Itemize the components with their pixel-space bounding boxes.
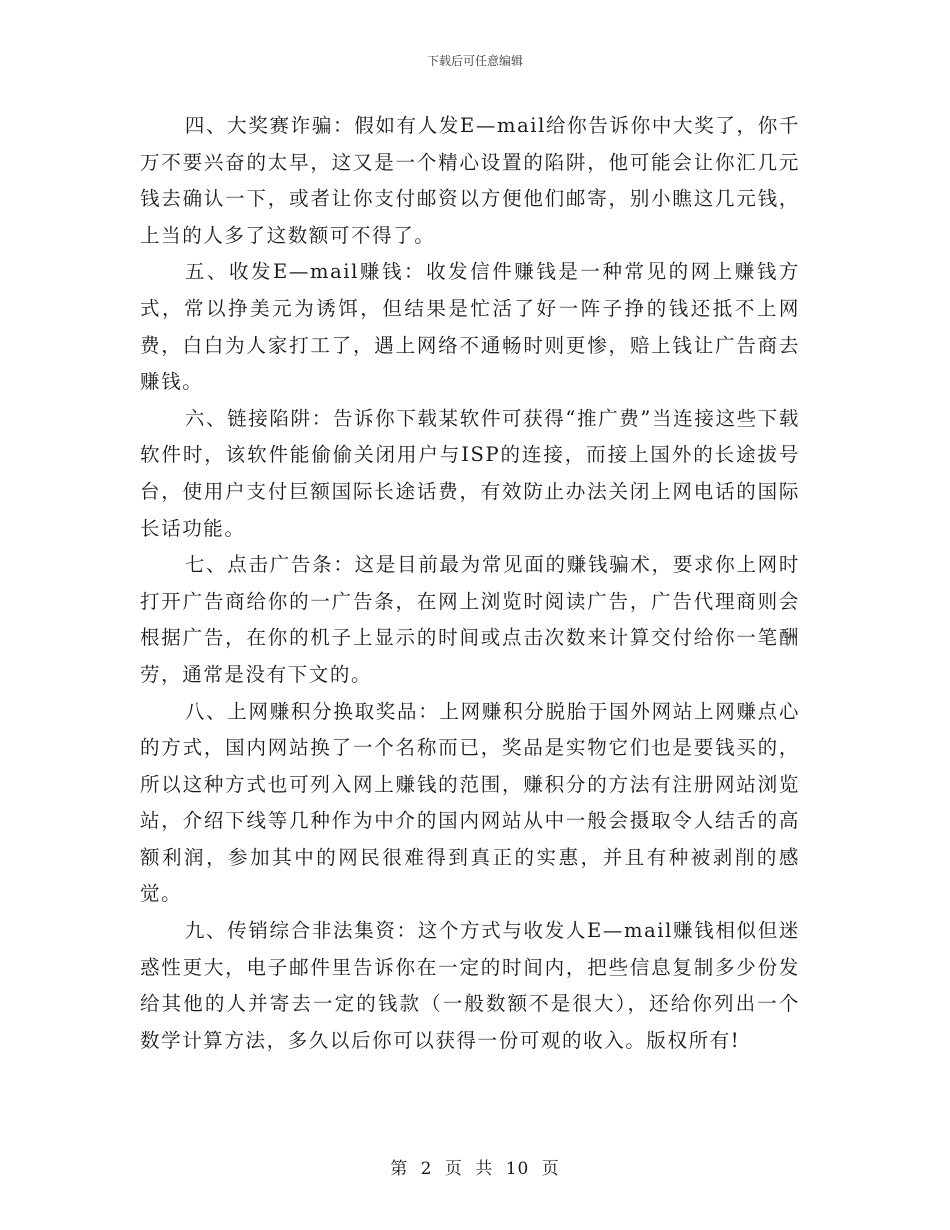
paragraph-link-trap: 六、链接陷阱：告诉你下载某软件可获得“推广费”当连接这些下载软件时，该软件能偷偷关闭用户与ISP的连接，而接上国外的长途拔号台，使用户支付巨额国际长途话费，有效防止办法关闭上网电话的国际长话功能。: [140, 406, 800, 540]
page-footer: [0, 1154, 950, 1179]
total-page-count: 10: [505, 1159, 530, 1179]
paragraph-email-earning: 五、收发E—mail赚钱：收发信件赚钱是一种常见的网上赚钱方式，常以挣美元为诱饵，但结果是忙活了好一阵子挣的钱还抵不上网费，白白为人家打工了，遇上网络不通畅时则更惨，赔上钱让广告商去赚钱。: [140, 260, 800, 394]
paragraph-grand-prize-scam: 四、大奖赛诈骗：假如有人发E—mail给你告诉你中大奖了，你千万不要兴奋的太早，这又是一个精心设置的陷阱，他可能会让你汇几元钱去确认一下，或者让你支付邮资以方便他们邮寄，别小瞧这几元钱，上当的人多了这数额可不得了。: [140, 114, 800, 247]
footer-prefix: 第: [390, 1159, 409, 1179]
current-page-number: 2: [420, 1159, 433, 1179]
footer-page-word: 页: [444, 1159, 463, 1179]
page-header: 下载后可任意编辑: [426, 54, 523, 68]
paragraph-points-reward: 八、上网赚积分换取奖品：上网赚积分脱胎于国外网站上网赚点心的方式，国内网站换了一个名称而已，奖品是实物它们也是要钱买的，所以这种方式也可列入网上赚钱的范围，赚积分的方法有注册网站浏览站，介绍下线等几种作为中介的国内网站从中一般会摄取令人结舌的高额利润，参加其中的网民很难得到真正的实惠，并且有种被剥削的感觉。: [140, 699, 800, 906]
paragraph-pyramid-scheme: 九、传销综合非法集资：这个方式与收发人E—mail赚钱相似但迷惑性更大，电子邮件里告诉你在一定的时间内，把些信息复制多少份发给其他的人并寄去一定的钱款（一般数额不是很大），还给你列出一个数学计算方法，多久以后你可以获得一份可观的收入。版权所有!: [140, 919, 800, 1052]
document-body: [140, 108, 800, 1059]
paragraph-ad-click: 七、点击广告条：这是目前最为常见面的赚钱骗术，要求你上网时打开广告商给你的一广告条，在网上浏览时阅读广告，广告代理商则会根据广告，在你的机子上显示的时间或点击次数来计算交付给你一笔酬劳，通常是没有下文的。: [140, 553, 800, 686]
footer-suffix: 页: [541, 1159, 560, 1179]
footer-total-word: 共: [475, 1159, 494, 1179]
